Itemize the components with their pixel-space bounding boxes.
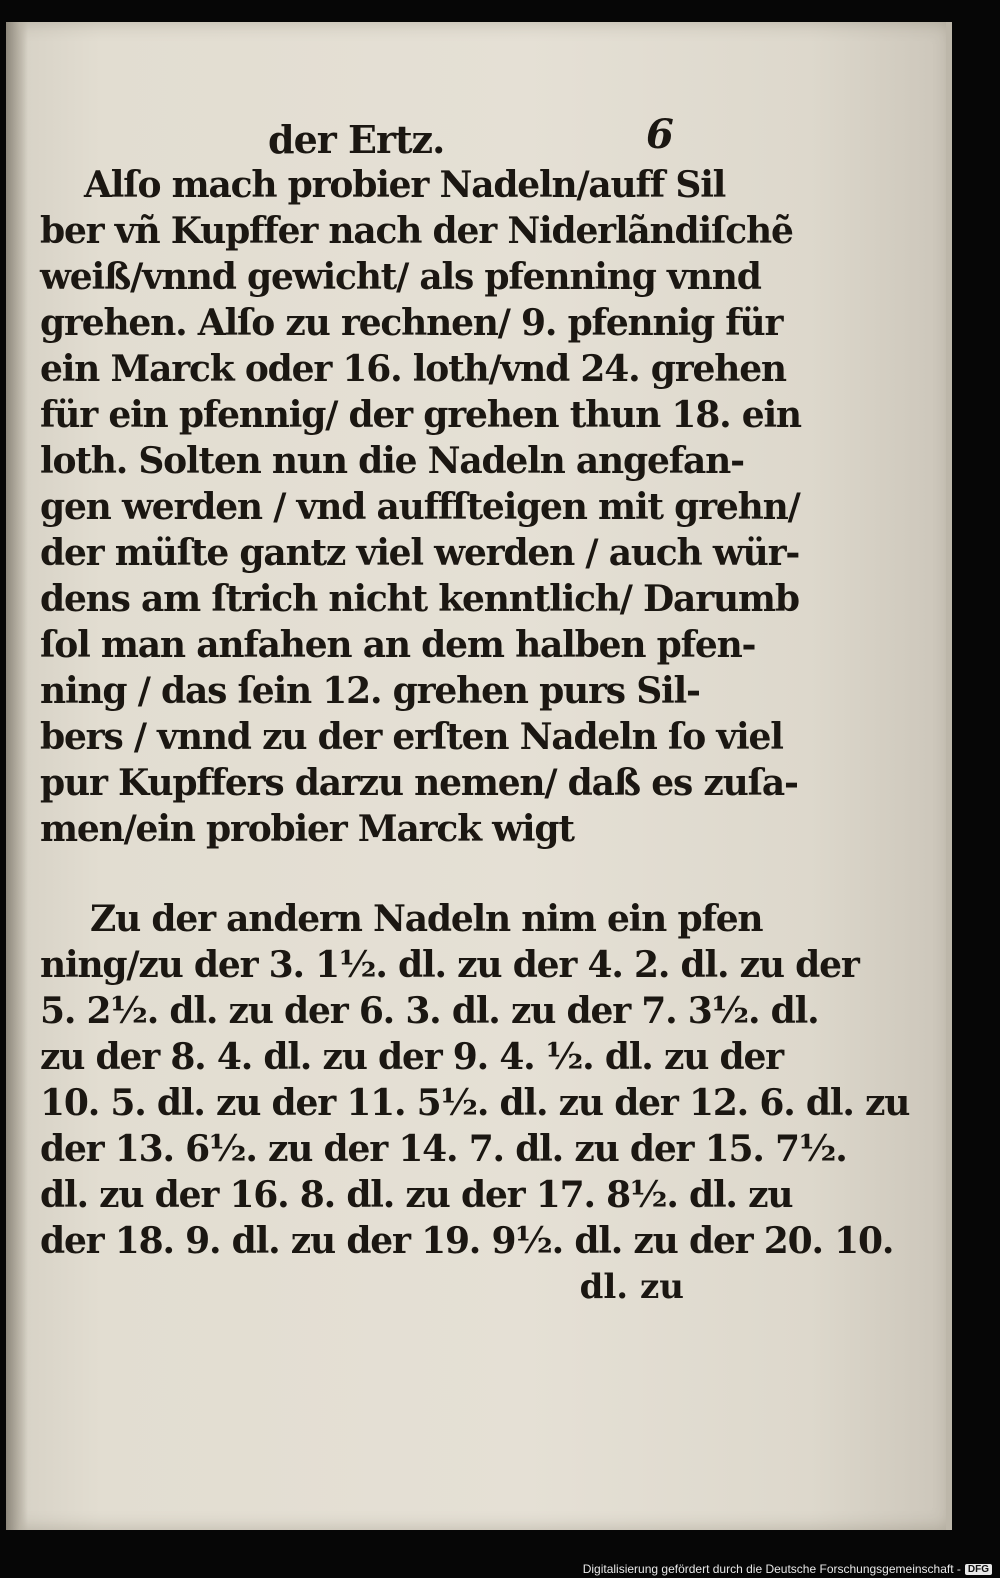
folio-number: 6 (646, 111, 674, 158)
text-line: Alſo mach probier Nadeln/auff Sil (84, 164, 726, 206)
text-line: men/ein probier Marck wigt (40, 808, 574, 850)
paragraph-1 (40, 162, 801, 852)
text-line: loth. Solten nun die Nadeln angefan- (40, 440, 744, 482)
page-gutter (6, 22, 28, 1530)
text-line: ſol man anfahen an dem halben pfen- (40, 624, 756, 666)
running-head (40, 107, 690, 162)
text-line: dens am ſtrich nicht kenntlich/ Darumb (40, 578, 799, 620)
running-title: der Ertz. (268, 117, 445, 162)
text-line: 10. 5. dl. zu der 11. 5½. dl. zu der 12. 6. dl. zu (40, 1082, 910, 1124)
text-line: ning/zu der 3. 1½. dl. zu der 4. 2. dl. zu der (40, 944, 859, 986)
text-line: zu der 8. 4. dl. zu der 9. 4. ½. dl. zu der (40, 1036, 783, 1078)
text-line: dl. zu der 16. 8. dl. zu der 17. 8½. dl. zu (40, 1174, 793, 1216)
text-line: ein Marck oder 16. loth/vnd 24. grehen (40, 348, 786, 390)
text-line: pur Kupffers darzu nemen/ daß es zuſa- (40, 762, 798, 804)
text-line: der 13. 6½. zu der 14. 7. dl. zu der 15. 7½. (40, 1128, 847, 1170)
text-line: ning / das ſein 12. grehen purs Sil- (40, 670, 700, 712)
paragraph-gap (40, 852, 690, 896)
text-line: für ein pfennig/ der grehen thun 18. ein (40, 394, 801, 436)
text-line: der müſte gantz viel werden / auch wür- (40, 532, 800, 574)
text-line: der 18. 9. dl. zu der 19. 9½. dl. zu der 20. 10. (40, 1220, 894, 1262)
page-edge (946, 22, 952, 1530)
credit-text: Digitalisierung gefördert durch die Deutsche Forschungsgemeinschaft - (582, 1562, 961, 1576)
text-line: weiß/vnnd gewicht/ als pfenning vnnd (40, 256, 761, 298)
text-line: 5. 2½. dl. zu der 6. 3. dl. zu der 7. 3½. dl. (40, 990, 819, 1032)
text-line: ber vñ Kupffer nach der Niderlãndiſchẽ (40, 210, 793, 252)
catchword: dl. zu (579, 1267, 684, 1307)
text-line: bers / vnnd zu der erſten Nadeln ſo viel (40, 716, 783, 758)
text-block (40, 107, 910, 1310)
paragraph-2 (40, 896, 910, 1264)
text-line: gen werden / vnd auffſteigen mit grehn/ (40, 486, 800, 528)
digitization-credit (583, 1562, 992, 1576)
text-line: grehen. Alſo zu rechnen/ 9. pfennig für (40, 302, 783, 344)
text-line: Zu der andern Nadeln nim ein pfen (90, 898, 763, 940)
book-page (6, 22, 952, 1530)
dfg-logo: DFG (965, 1564, 992, 1575)
